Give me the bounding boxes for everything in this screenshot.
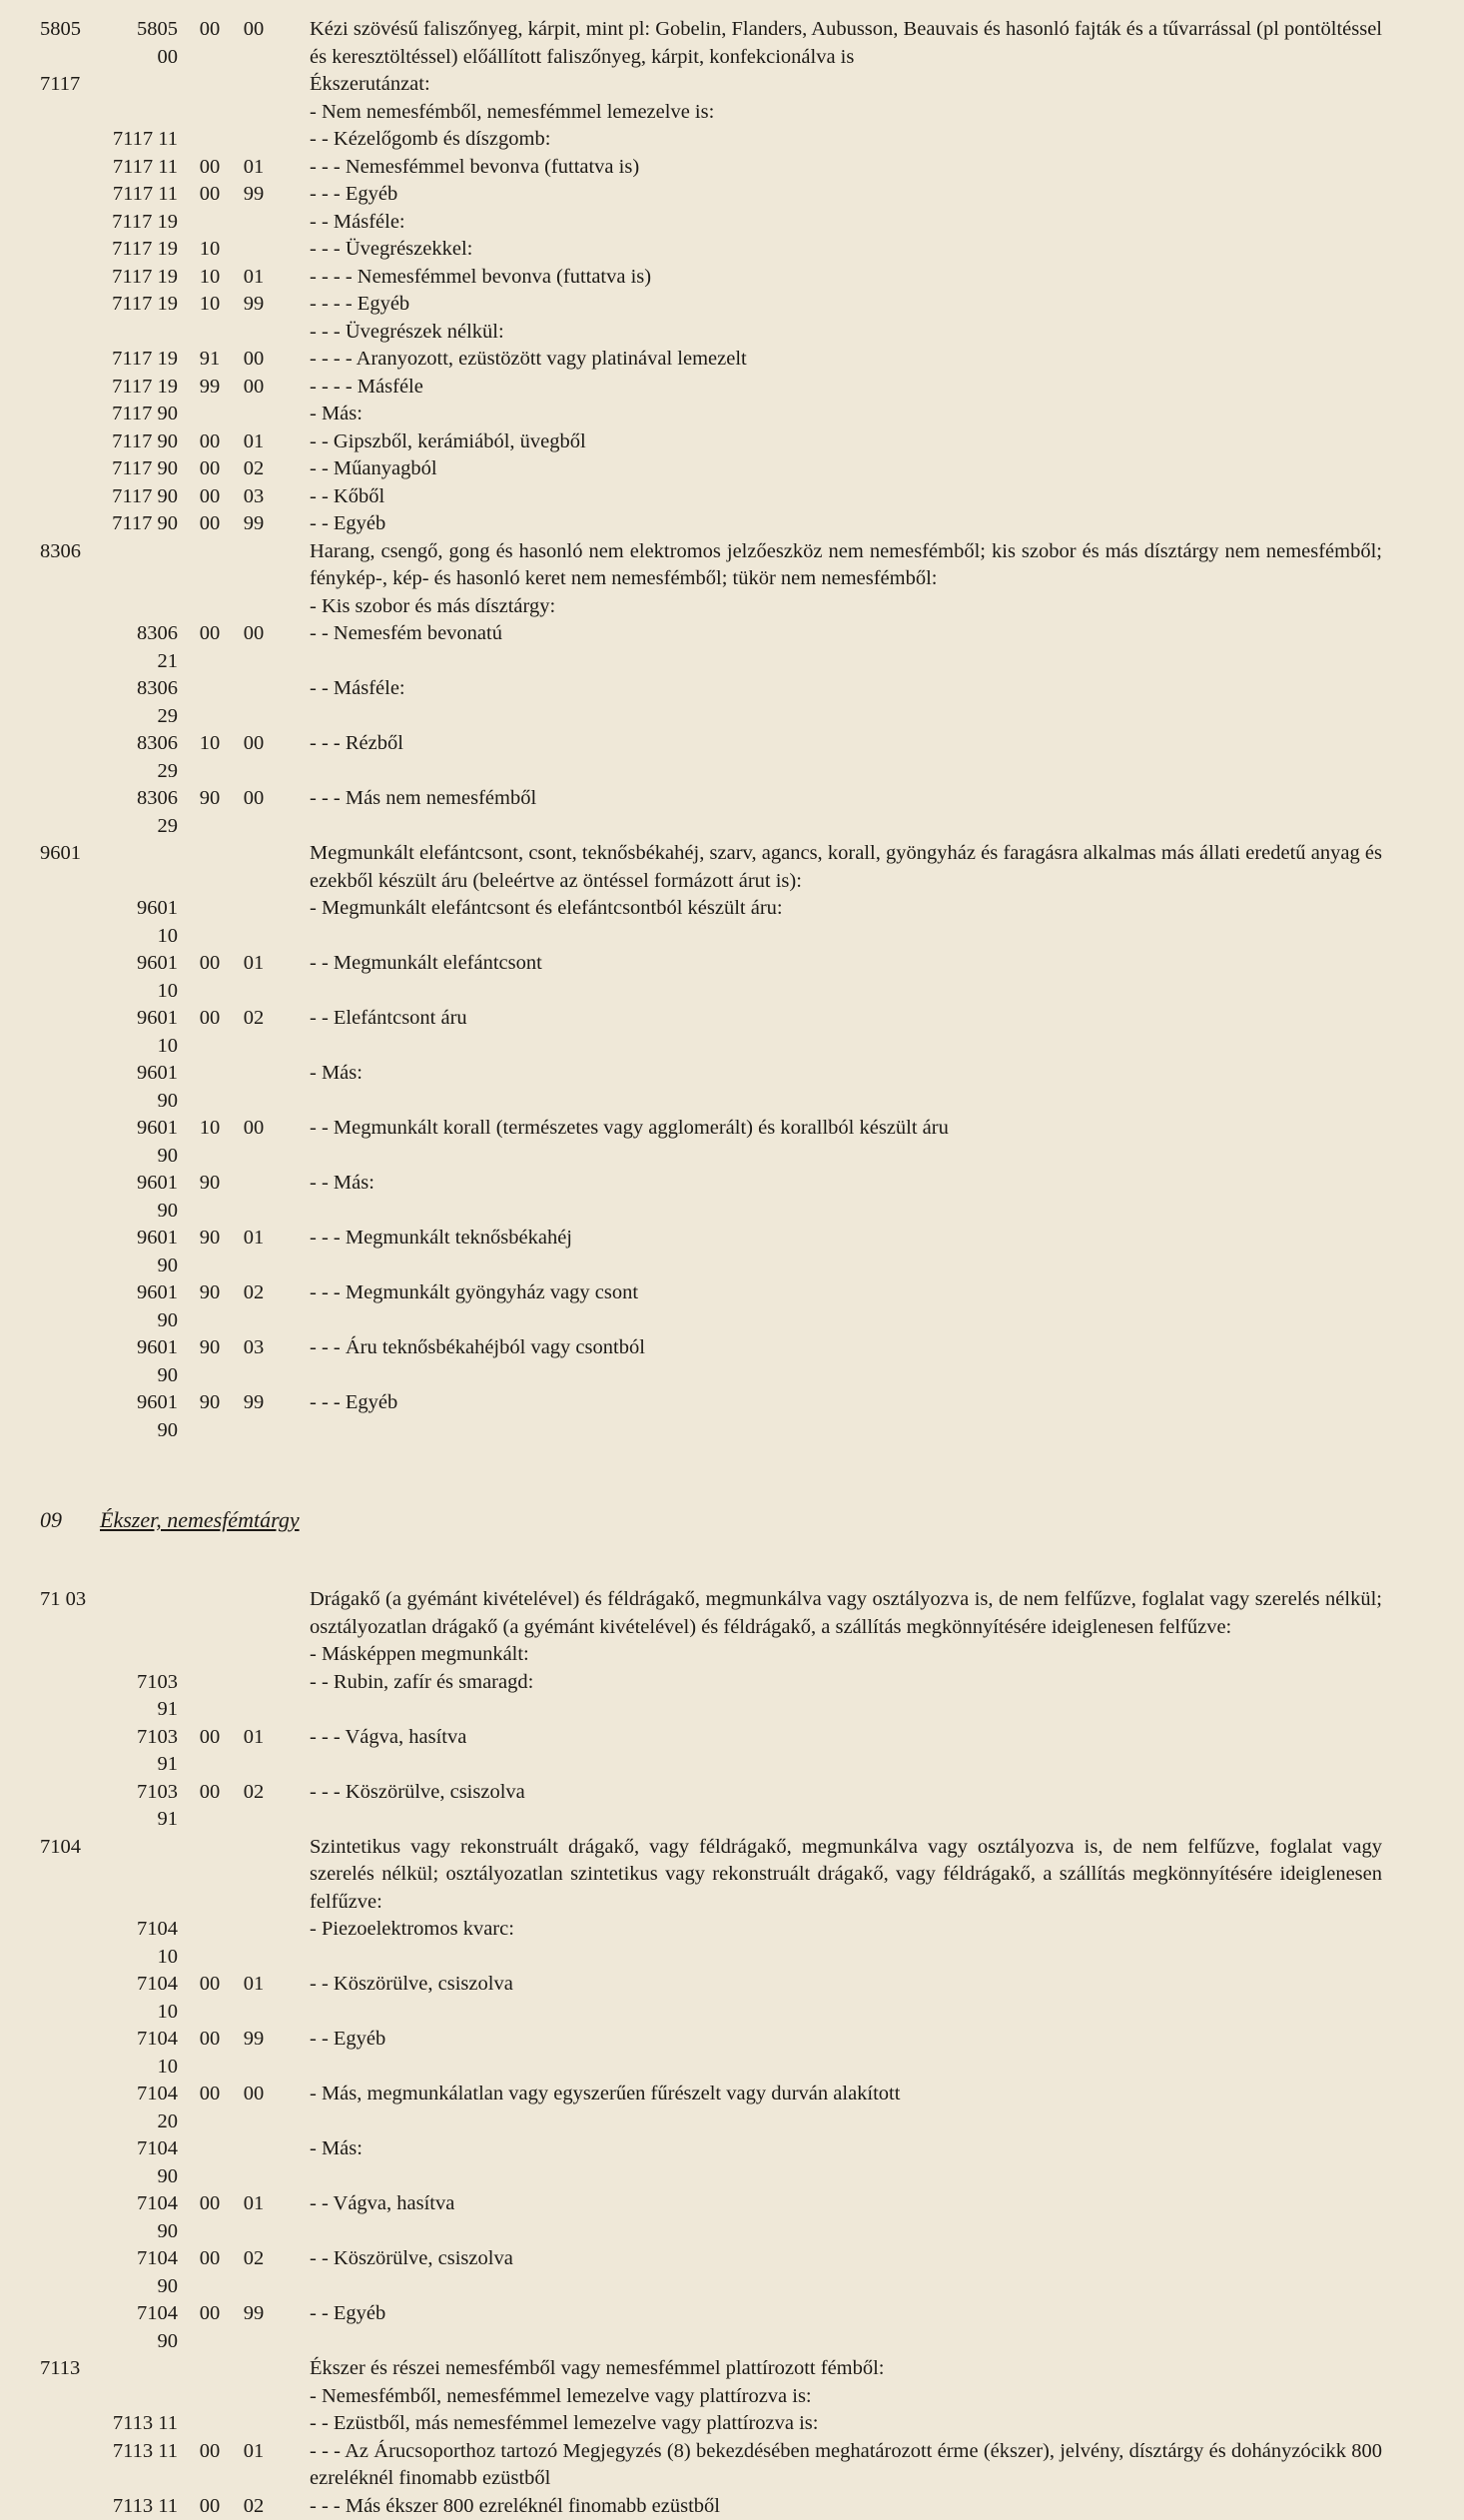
tariff-row [0,455,1464,483]
tariff-row [0,950,1464,1005]
description: - - Kézelőgomb és díszgomb: [276,126,1382,154]
suffix-2: 01 [232,428,276,456]
tariff-row [0,510,1464,538]
description: - - Ezüstből, más nemesfémmel lemezelve vagy plattírozva is: [276,2410,1382,2438]
description: - Piezoelektromos kvarc: [276,1916,1382,1944]
subheading-code: 7113 11 [112,2493,188,2520]
tariff-row [0,1669,1464,1724]
subheading-code: 7113 11 [112,2410,188,2438]
subheading-code: 7104 10 [112,1971,188,2026]
suffix-1: 00 [188,16,232,44]
tariff-row [0,154,1464,182]
suffix-2: 02 [232,2493,276,2520]
tariff-row [0,374,1464,402]
suffix-1: 00 [188,154,232,182]
subheading-code: 7104 20 [112,2081,188,2135]
section-number: 09 [40,1506,100,1534]
subheading-code: 7117 11 [112,181,188,209]
suffix-2: 01 [232,154,276,182]
tariff-row [0,620,1464,675]
suffix-2: 00 [232,730,276,758]
suffix-1: 99 [188,374,232,402]
subheading-code: 7117 19 [112,374,188,402]
heading-code: 7113 [0,2355,112,2383]
suffix-1: 10 [188,730,232,758]
suffix-1: 00 [188,1724,232,1752]
tariff-row [0,2383,1464,2411]
tariff-row [0,16,1464,71]
tariff-table-bottom [0,1586,1464,2520]
tariff-row [0,2026,1464,2081]
description: - - - Egyéb [276,1389,1382,1417]
suffix-2: 01 [232,264,276,292]
description: Kézi szövésű faliszőnyeg, kárpit, mint pl: Gobelin, Flanders, Aubusson, Beauvais és hasonló fajták és a tűvarrással (pl pontöltéssel és keresztöltéssel) előállított faliszőnyeg, kárpit, konfekcionálva is [276,16,1382,71]
subheading-code: 7103 91 [112,1779,188,1834]
suffix-2: 99 [232,291,276,319]
subheading-code: 7104 10 [112,1916,188,1971]
description: Drágakő (a gyémánt kivételével) és féldrágakő, megmunkálva vagy osztályozva is, de nem felfűzve, foglalat vagy szerelés nélkül; osztályozatlan drágakő (a gyémánt kivételével) és féldrágakő, a szállítás megkönnyítésére ideiglenesen felfűzve: [276,1586,1382,1641]
description: - - Köszörülve, csiszolva [276,2245,1382,2273]
suffix-2: 00 [232,374,276,402]
subheading-code: 7104 90 [112,2245,188,2300]
tariff-row [0,1279,1464,1334]
description: - - Elefántcsont áru [276,1005,1382,1033]
subheading-code: 8306 29 [112,730,188,785]
subheading-code: 9601 90 [112,1060,188,1115]
suffix-1: 00 [188,2245,232,2273]
description: - - Egyéb [276,2300,1382,2328]
tariff-row [0,2410,1464,2438]
subheading-code: 7117 90 [112,401,188,428]
description: - - - Más nem nemesfémből [276,785,1382,813]
description: - - Egyéb [276,510,1382,538]
tariff-row [0,2190,1464,2245]
tariff-row [0,2493,1464,2520]
description: - - - Megmunkált teknősbékahéj [276,1225,1382,1253]
description: - Más: [276,401,1382,428]
suffix-1: 10 [188,264,232,292]
description: - - Megmunkált korall (természetes vagy agglomerált) és korallból készült áru [276,1115,1382,1143]
description: - - - Más ékszer 800 ezreléknél finomabb ezüstből [276,2493,1382,2520]
suffix-1: 91 [188,346,232,374]
description: - - - Egyéb [276,181,1382,209]
suffix-1: 00 [188,2438,232,2466]
tariff-row [0,1225,1464,1279]
suffix-1: 00 [188,1779,232,1807]
suffix-1: 00 [188,455,232,483]
description: - - - Rézből [276,730,1382,758]
tariff-row [0,1005,1464,1060]
tariff-row [0,1586,1464,1641]
subheading-code: 7117 19 [112,236,188,264]
subheading-code: 8306 21 [112,620,188,675]
description: Ékszer és részei nemesfémből vagy nemesfémmel plattírozott fémből: [276,2355,1382,2383]
description: - - Köszörülve, csiszolva [276,1971,1382,1999]
tariff-row [0,1641,1464,1669]
description: Szintetikus vagy rekonstruált drágakő, vagy féldrágakő, megmunkálva vagy osztályozva is, de nem felfűzve, foglalat vagy szerelés nélkül; osztályozatlan szintetikus vagy rekonstruált drágakő, vagy féldrágakő, a szállítás megkönnyítésére ideiglenesen felfűzve: [276,1834,1382,1917]
heading-code: 5805 [0,16,112,44]
suffix-1: 00 [188,483,232,511]
tariff-row [0,1779,1464,1834]
suffix-2: 99 [232,1389,276,1417]
tariff-row [0,236,1464,264]
subheading-code: 7117 11 [112,126,188,154]
suffix-1: 00 [188,181,232,209]
description: Ékszerutánzat: [276,71,1382,99]
subheading-code: 7117 90 [112,428,188,456]
heading-code: 71 03 [0,1586,112,1614]
suffix-2: 01 [232,1225,276,1253]
description: - Nem nemesfémből, nemesfémmel lemezelve is: [276,99,1382,127]
subheading-code: 7117 19 [112,264,188,292]
subheading-code: 7117 19 [112,209,188,237]
suffix-1: 10 [188,236,232,264]
description: Megmunkált elefántcsont, csont, teknősbékahéj, szarv, agancs, korall, gyöngyház és faragásra alkalmas más állati eredetű anyag és ezekből készült áru (beleértve az öntéssel formázott árut is): [276,840,1382,895]
description: - - Gipszből, kerámiából, üvegből [276,428,1382,456]
suffix-2: 99 [232,2026,276,2054]
tariff-row [0,840,1464,895]
description: - - Más: [276,1170,1382,1198]
tariff-row [0,99,1464,127]
description: - - - Köszörülve, csiszolva [276,1779,1382,1807]
tariff-row [0,428,1464,456]
description: - - Egyéb [276,2026,1382,2054]
tariff-row [0,593,1464,621]
description: Harang, csengő, gong és hasonló nem elektromos jelzőeszköz nem nemesfémből; kis szobor és más dísztárgy nem nemesfémből; fénykép-, kép- és hasonló keret nem nemesfémből; tükör nem nemesfémből: [276,538,1382,593]
tariff-table-top [0,16,1464,1444]
description: - Megmunkált elefántcsont és elefántcsontból készült áru: [276,895,1382,923]
tariff-row [0,291,1464,319]
subheading-code: 9601 90 [112,1279,188,1334]
subheading-code: 7117 19 [112,346,188,374]
subheading-code: 7117 90 [112,483,188,511]
description: - - - Nemesfémmel bevonva (futtatva is) [276,154,1382,182]
suffix-1: 90 [188,1389,232,1417]
suffix-2: 99 [232,510,276,538]
tariff-row [0,2081,1464,2135]
description: - Más: [276,1060,1382,1088]
subheading-code: 7117 90 [112,510,188,538]
suffix-1: 00 [188,620,232,648]
suffix-2: 00 [232,785,276,813]
description: - Nemesfémből, nemesfémmel lemezelve vagy plattírozva is: [276,2383,1382,2411]
subheading-code: 7103 91 [112,1724,188,1779]
tariff-row [0,675,1464,730]
subheading-code: 7104 90 [112,2300,188,2355]
tariff-row [0,2438,1464,2493]
suffix-2: 00 [232,346,276,374]
description: - Más: [276,2135,1382,2163]
description: - - Megmunkált elefántcsont [276,950,1382,978]
subheading-code: 9601 10 [112,895,188,950]
suffix-2: 02 [232,1279,276,1307]
tariff-row [0,1971,1464,2026]
suffix-2: 02 [232,1005,276,1033]
section-heading [0,1506,1464,1534]
tariff-row [0,1060,1464,1115]
suffix-1: 90 [188,1170,232,1198]
description: - - Kőből [276,483,1382,511]
tariff-row [0,1916,1464,1971]
suffix-2: 02 [232,1779,276,1807]
suffix-2: 00 [232,16,276,44]
tariff-row [0,1334,1464,1389]
tariff-row [0,1834,1464,1917]
subheading-code: 7117 11 [112,154,188,182]
suffix-2: 02 [232,455,276,483]
description: - Kis szobor és más dísztárgy: [276,593,1382,621]
suffix-1: 00 [188,428,232,456]
description: - - Nemesfém bevonatú [276,620,1382,648]
suffix-2: 00 [232,2081,276,2108]
description: - - - Megmunkált gyöngyház vagy csont [276,1279,1382,1307]
subheading-code: 7113 11 [112,2438,188,2466]
tariff-row [0,2300,1464,2355]
subheading-code: 9601 90 [112,1115,188,1170]
tariff-row [0,181,1464,209]
tariff-row [0,1724,1464,1779]
description: - - - - Másféle [276,374,1382,402]
subheading-code: 7104 90 [112,2135,188,2190]
subheading-code: 7103 91 [112,1669,188,1724]
subheading-code: 8306 29 [112,675,188,730]
suffix-1: 10 [188,291,232,319]
suffix-1: 90 [188,785,232,813]
suffix-2: 02 [232,2245,276,2273]
tariff-row [0,264,1464,292]
subheading-code: 9601 10 [112,1005,188,1060]
suffix-2: 00 [232,1115,276,1143]
suffix-1: 00 [188,510,232,538]
suffix-1: 00 [188,1971,232,1999]
suffix-2: 03 [232,1334,276,1362]
tariff-row [0,126,1464,154]
heading-code: 8306 [0,538,112,566]
description: - - - Üvegrészek nélkül: [276,319,1382,347]
suffix-2: 00 [232,620,276,648]
suffix-2: 01 [232,2438,276,2466]
suffix-1: 10 [188,1115,232,1143]
subheading-code: 7117 90 [112,455,188,483]
description: - - Másféle: [276,675,1382,703]
suffix-2: 01 [232,950,276,978]
suffix-1: 90 [188,1334,232,1362]
suffix-1: 00 [188,2190,232,2218]
tariff-row [0,209,1464,237]
heading-code: 7104 [0,1834,112,1862]
section-title-text: Ékszer, nemesfémtárgy [100,1507,300,1532]
tariff-row [0,1389,1464,1444]
description: - - - Az Árucsoporthoz tartozó Megjegyzés (8) bekezdésében meghatározott érme (ékszer), jelvény, dísztárgy és dohányzócikk 800 ezreléknél finomabb ezüstből [276,2438,1382,2493]
tariff-row [0,895,1464,950]
subheading-code: 9601 90 [112,1225,188,1279]
subheading-code: 7117 19 [112,291,188,319]
tariff-row [0,730,1464,785]
suffix-1: 00 [188,2300,232,2328]
suffix-2: 01 [232,2190,276,2218]
tariff-row [0,2135,1464,2190]
subheading-code: 9601 90 [112,1334,188,1389]
subheading-code: 9601 90 [112,1170,188,1225]
tariff-row [0,785,1464,840]
suffix-2: 03 [232,483,276,511]
description: - - Műanyagból [276,455,1382,483]
tariff-row [0,71,1464,99]
tariff-row [0,319,1464,347]
description: - - - Vágva, hasítva [276,1724,1382,1752]
suffix-2: 99 [232,2300,276,2328]
subheading-code: 7104 10 [112,2026,188,2081]
subheading-code: 8306 29 [112,785,188,840]
suffix-1: 00 [188,2081,232,2108]
description: - - - Üvegrészekkel: [276,236,1382,264]
suffix-1: 00 [188,2026,232,2054]
subheading-code: 7104 90 [112,2190,188,2245]
heading-code: 9601 [0,840,112,868]
description: - - Másféle: [276,209,1382,237]
tariff-row [0,401,1464,428]
description: - Más, megmunkálatlan vagy egyszerűen fűrészelt vagy durván alakított [276,2081,1382,2108]
subheading-code: 5805 00 [112,16,188,71]
description: - - - - Nemesfémmel bevonva (futtatva is) [276,264,1382,292]
suffix-1: 90 [188,1279,232,1307]
subheading-code: 9601 10 [112,950,188,1005]
suffix-2: 99 [232,181,276,209]
suffix-1: 00 [188,950,232,978]
tariff-row [0,1115,1464,1170]
subheading-code: 9601 90 [112,1389,188,1444]
suffix-1: 90 [188,1225,232,1253]
description: - - Vágva, hasítva [276,2190,1382,2218]
tariff-row [0,2355,1464,2383]
description: - Másképpen megmunkált: [276,1641,1382,1669]
description: - - - - Aranyozott, ezüstözött vagy platinával lemezelt [276,346,1382,374]
description: - - - - Egyéb [276,291,1382,319]
description: - - Rubin, zafír és smaragd: [276,1669,1382,1697]
suffix-2: 01 [232,1971,276,1999]
tariff-row [0,483,1464,511]
description: - - - Áru teknősbékahéjból vagy csontból [276,1334,1382,1362]
tariff-row [0,1170,1464,1225]
tariff-row [0,346,1464,374]
suffix-1: 00 [188,2493,232,2520]
suffix-1: 00 [188,1005,232,1033]
tariff-row [0,538,1464,593]
heading-code: 7117 [0,71,112,99]
suffix-2: 01 [232,1724,276,1752]
tariff-row [0,2245,1464,2300]
